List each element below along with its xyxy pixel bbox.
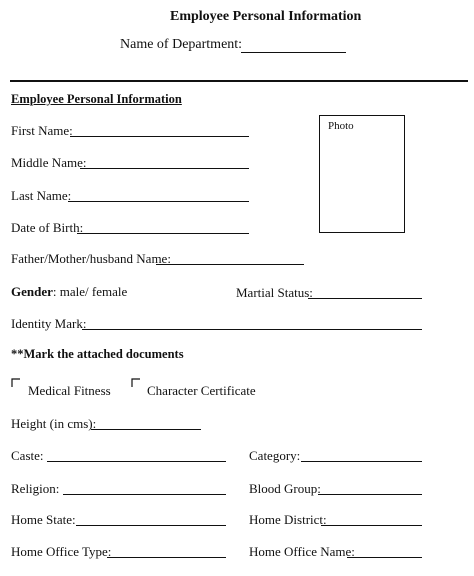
first-name-label: First Name: [11, 123, 73, 138]
section-title: Employee Personal Information [11, 92, 182, 106]
home-office-type-field[interactable] [107, 557, 226, 558]
character-certificate-checkbox[interactable] [131, 378, 141, 388]
marital-status-label: Martial Status: [236, 285, 313, 300]
home-district-label: Home District: [249, 512, 327, 527]
form-title: Employee Personal Information [170, 9, 362, 24]
gender-row [11, 284, 127, 300]
height-field[interactable] [91, 429, 201, 430]
category-field[interactable] [301, 461, 422, 462]
last-name-field[interactable] [68, 201, 249, 202]
department-label: Name of Department: [120, 37, 243, 52]
marital-status-field[interactable] [308, 298, 422, 299]
home-office-name-field[interactable] [347, 557, 422, 558]
gender-label: Gender [11, 284, 53, 299]
identity-mark-field[interactable] [82, 329, 422, 330]
medical-fitness-label: Medical Fitness [28, 383, 111, 398]
department-field[interactable] [241, 52, 346, 53]
middle-name-label: Middle Name: [11, 155, 87, 170]
religion-label: Religion: [11, 481, 60, 496]
header-divider [10, 80, 468, 82]
caste-label: Caste: [11, 448, 44, 463]
first-name-field[interactable] [70, 136, 249, 137]
home-district-field[interactable] [321, 525, 422, 526]
photo-label: Photo [328, 120, 354, 132]
height-label: Height (in cms): [11, 416, 97, 431]
blood-group-label: Blood Group: [249, 481, 321, 496]
dob-field[interactable] [77, 233, 249, 234]
medical-fitness-checkbox[interactable] [11, 378, 21, 388]
home-state-label: Home State: [11, 512, 76, 527]
home-office-type-label: Home Office Type: [11, 544, 112, 559]
guardian-name-label: Father/Mother/husband Name: [11, 251, 171, 266]
identity-mark-label: Identity Mark: [11, 316, 87, 331]
photo-box[interactable] [319, 115, 405, 233]
gender-options: : male/ female [52, 284, 128, 299]
home-state-field[interactable] [76, 525, 226, 526]
character-certificate-label: Character Certificate [147, 383, 256, 398]
category-label: Category: [249, 448, 301, 463]
middle-name-field[interactable] [80, 168, 249, 169]
blood-group-field[interactable] [318, 494, 422, 495]
guardian-name-field[interactable] [156, 264, 304, 265]
attached-docs-heading: **Mark the attached documents [11, 347, 184, 361]
dob-label: Date of Birth: [11, 220, 84, 235]
last-name-label: Last Name: [11, 188, 72, 203]
caste-field[interactable] [47, 461, 226, 462]
home-office-name-label: Home Office Name: [249, 544, 355, 559]
religion-field[interactable] [63, 494, 226, 495]
